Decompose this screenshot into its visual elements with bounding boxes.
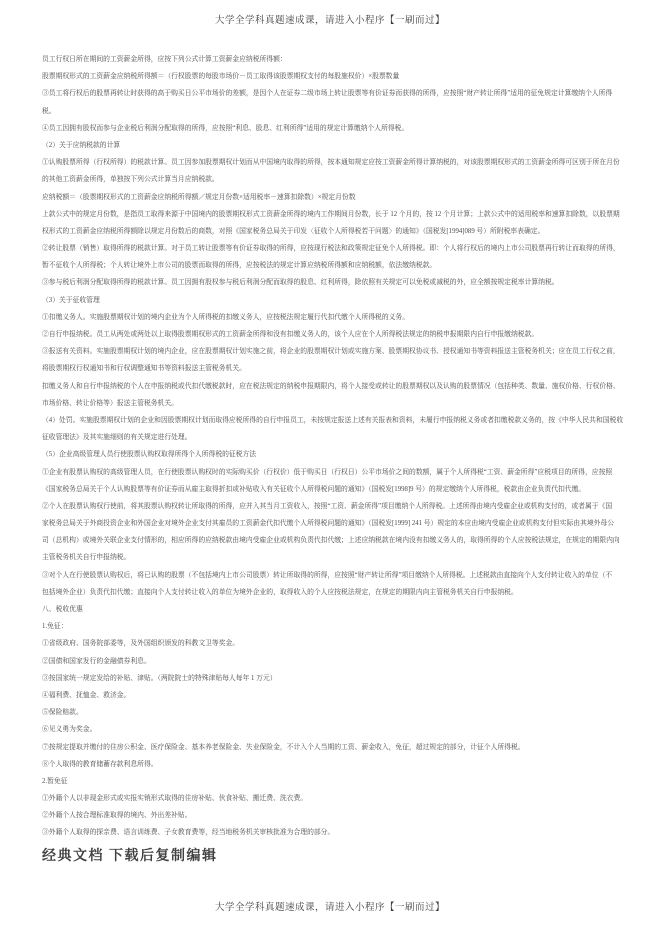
body-text-line: 税。	[42, 107, 56, 115]
body-text-line: 2.暂免征	[42, 777, 68, 785]
body-text-line: 市场价格、转让价格等）报送主管税务机关。	[42, 399, 178, 407]
body-text-line: 股票期权形式的工资薪金应纳税所得额＝（行权股票的每股市场价－员工取得该股票期权支付的每股施权价）×股票数量	[42, 73, 400, 81]
body-text-line: 将股票期权行权通知书和行权调整通知书等资料报送主管税务机关。	[42, 365, 246, 373]
body-text-line: ①扣缴义务人。实施股票期权计划的境内企业为个人所得税的扣缴义务人，应按税法规定履行代扣代缴个人所得税的义务。	[42, 313, 410, 321]
body-text-line: ③报送有关资料。实施股票期权计划的境内企业，应在股票期权计划实施之前，将企业的股票期权计划或实施方案、股票期权协议书、授权通知书等资料报送主管税务机关；应在员工行权之前，	[42, 348, 620, 356]
document-body	[42, 51, 622, 842]
body-text-line: ③按国家统一规定发给的补贴、津贴。（两院院士的特殊津贴每人每年 1 万元）	[42, 674, 277, 682]
page-footer-note: 大学全学科真题速成课，请进入小程序【一刷而过】	[214, 903, 445, 913]
body-text-line: 征收管理法》及其实施细则的有关规定进行处理。	[42, 434, 192, 442]
body-text-line: 包括境外企业）负责代扣代缴；直接向个人支付转让收入的单位为境外企业的，取得收入的个人应按税法规定，在规定的期限内向主管税务机关自行申报纳税。	[42, 588, 518, 596]
body-text-line: ②个人在股票认购权行使前，将其股票认购权转让所取得的所得，应并入其当月工资收入，按照“工资、薪金所得”项目缴纳个人所得税。上述所得由境内受雇企业或机构支付的，或者属于《国	[42, 502, 613, 510]
body-text-line: 的其他工资薪金所得，单独按下列公式计算当月应纳税款。	[42, 176, 219, 184]
body-text-line: ①省级政府、国务院部委等，及外国组织颁发的科教文卫等奖金。	[42, 640, 240, 648]
body-text-line: 暂不征收个人所得税；个人转让境外上市公司的股票而取得的所得，应按税法的规定计算应纳税所得额和应纳税额，依法缴纳税款。	[42, 262, 437, 270]
body-text-line: ②国债和国家发行的金融债券利息。	[42, 657, 151, 665]
body-text-line: ②外籍个人按合理标准取得的境内、外出差补贴。	[42, 812, 192, 820]
body-text-line: （4）处罚。实施股票期权计划的企业和因股票期权计划而取得应税所得的自行申报员工，未按规定报送上述有关报表和资料，未履行申报纳税义务或者扣缴税款义务的，按《中华人民共和国税收	[42, 416, 624, 424]
body-text-line: 权形式的工资薪金应纳税所得额除以规定月份数后的商数，对照《国家税务总局关于印发〈征收个人所得税若干问题〉的通知》（国税发[1994]089 号）所附税率表确定。	[42, 227, 545, 235]
body-text-line: 员工行权日所在期间的工资薪金所得，应按下列公式计算工资薪金应纳税所得额：	[42, 56, 287, 63]
bottom-edit-note: 经典文档 下载后复制编辑	[42, 849, 218, 864]
body-text-line: ④福利费、抚恤金、救济金。	[42, 691, 131, 699]
body-text-line: 应纳税额＝（股票期权形式的工资薪金应纳税所得额／规定月份数×适用税率－速算扣除数）×规定月份数	[42, 193, 356, 201]
page-header-note: 大学全学科真题速成课，请进入小程序【一刷而过】	[214, 16, 445, 26]
body-text-line: ⑧个人取得的教育储蓄存款利息所得。	[42, 760, 158, 768]
body-text-line: ①认购股票所得（行权所得）的税款计算。员工因参加股票期权计划而从中国境内取得的所得，按本通知规定应按工资薪金所得计算纳税的，对该股票期权形式的工资薪金所得可区别于所在月份	[42, 159, 620, 167]
body-text-line: 司（总机构）或境外关联企业支付情形的，相应所得的应纳税款由境内受雇企业或机构负责代扣代缴；上述应纳税款在境内没有扣缴义务人的，取得所得的个人应按税法规定，在规定的期限内向	[42, 537, 620, 545]
body-text-line: ③外籍个人取得的探亲费、语言训练费、子女教育费等，经当地税务机关审核批准为合理的部分。	[42, 829, 335, 837]
body-text-line: ①企业有股票认购权的高级管理人员，在行使股票认购权时的实际购买价（行权价）低于购买日（行权日）公平市场价之间的数额，属于个人所得税“工资、薪金所得”应税项目的所得，应按照	[42, 468, 613, 476]
body-text-line: ①外籍个人以非现金形式或实报实销形式取得的住房补贴、伙食补贴、搬迁费、洗衣费。	[42, 795, 308, 803]
body-text-line: （5）企业高级管理人员行使股票认购权取得所得个人所得税的征税方法	[42, 451, 257, 459]
body-text-line: ②自行申报纳税。员工从两处或两处以上取得股票期权形式的工资薪金所得和没有扣缴义务人的，该个人应在个人所得税法规定的纳税申报期限内自行申报缴纳税款。	[42, 331, 539, 338]
body-text-line: 扣缴义务人和自行申报纳税的个人在申报纳税或代扣代缴税款时，应在税法规定的纳税申报期限内，将个人接受或转让的股票期权以及认购的股票情况（包括种类、数量、施权价格、行权价格、	[42, 382, 620, 390]
body-text-line: （3）关于征收管理	[42, 296, 100, 304]
body-text-line: ⑥见义勇为奖金。	[42, 726, 97, 734]
body-text-line: 八、税收优惠	[42, 606, 83, 613]
body-text-line: 1.免征：	[42, 623, 68, 631]
body-text-line: 主管税务机关自行申报纳税。	[42, 554, 131, 562]
body-text-line: ③员工将行权后的股票再转让时获得的高于购买日公平市场价的差额，是因个人在证券二级市场上转让股票等有价证券而获得的所得，应按照“财产转让所得”适用的征免规定计算缴纳个人所得	[42, 90, 613, 98]
body-text-line: ③对个人在行使股票认购权后，将已认购的股票（不包括境内上市公司股票）转让所取得的所得，应按照“财产转让所得”项目缴纳个人所得税。上述税款由直接向个人支付转让收入的单位（不	[42, 571, 613, 579]
body-text-line: ⑤保险赔款。	[42, 709, 83, 717]
body-text-line: ②转让股票（销售）取得所得的税款计算。对于员工转让股票等有价证券取得的所得，应按现行税法和政策规定征免个人所得税。即：个人将行权后的境内上市公司股票再行转让而取得的所得，	[42, 245, 620, 253]
body-text-line: 上款公式中的规定月份数，是指员工取得来源于中国境内的股票期权形式工资薪金所得的境内工作期间月份数，长于 12 个月的，按 12 个月计算；上款公式中的适用税率和速算扣除数，以股票期	[42, 210, 620, 218]
body-text-line: ④员工因拥有股权而参与企业税后利润分配取得的所得，应按照“利息、股息、红利所得”适用的规定计算缴纳个人所得税。	[42, 124, 409, 132]
body-text-line: 《国家税务总局关于个人认购股票等有价证券而从雇主取得折扣或补贴收入有关征收个人所得税问题的通知》（国税发[1998]9 号）的规定缴纳个人所得税，税款由企业负责代扣代缴。	[42, 485, 586, 493]
body-text-line: ③参与税后利润分配取得所得的税款计算。员工因拥有股权参与税后利润分配而取得的股息、红利所得，除依照有关规定可以免税或减税的外，应全额按规定税率计算纳税。	[42, 279, 559, 287]
body-text-line: 家税务总局关于外商投资企业和外国企业对境外企业支付其雇员的工资薪金代扣代缴个人所得税问题的通知》（国税发[1999] 241 号）规定的本应由境内受雇企业或机构支付但实际由其境外母公	[42, 520, 615, 528]
body-text-line: ⑦按规定提取并缴付的住房公积金、医疗保险金、基本养老保险金、失业保险金，不计入个人当期的工资、薪金收入，免征，超过规定的部分，计征个人所得税。	[42, 743, 525, 751]
body-text-line: （2）关于应纳税款的计算	[42, 141, 121, 149]
